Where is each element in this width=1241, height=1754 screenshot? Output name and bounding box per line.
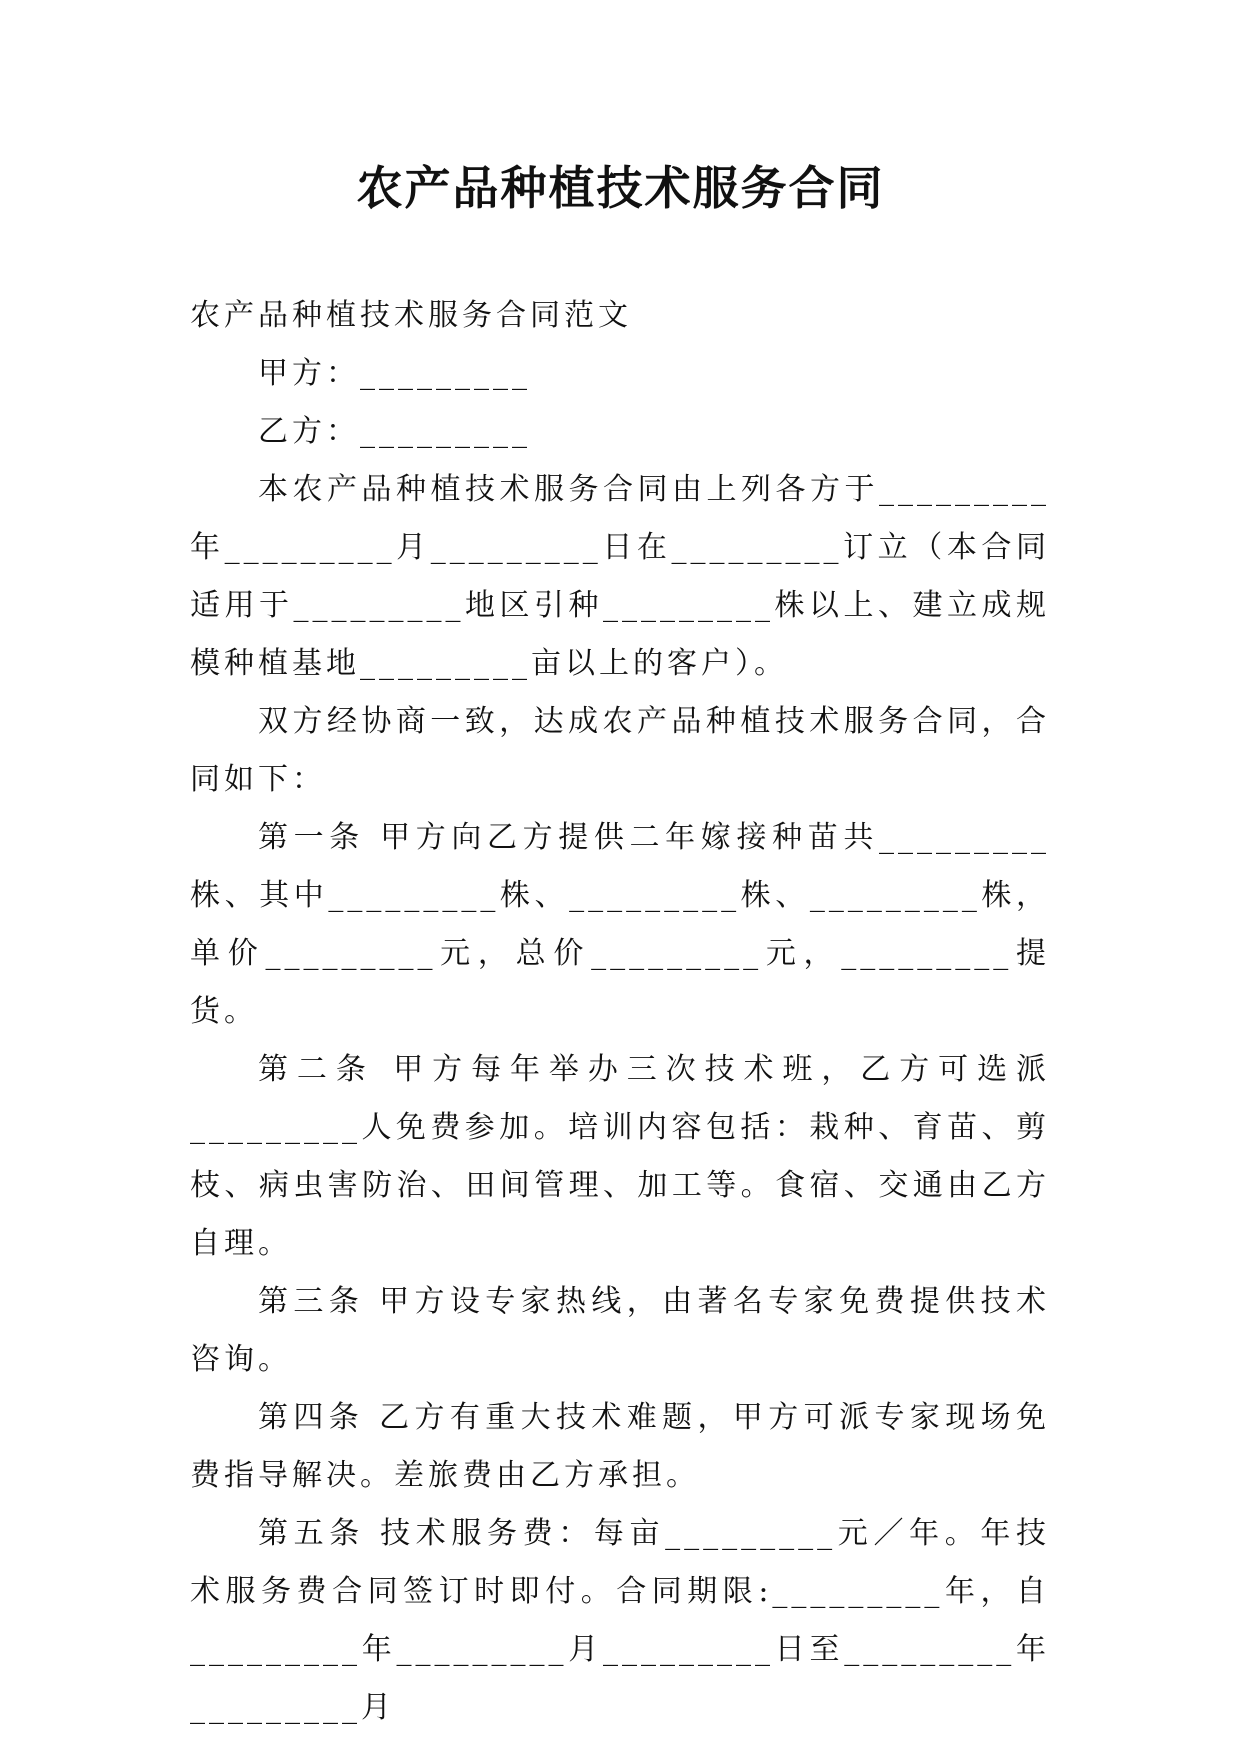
article-3-paragraph: 第三条 甲方设专家热线，由著名专家免费提供技术咨询。 xyxy=(190,1284,1050,1377)
party-a-line: 甲方：_________ xyxy=(258,356,531,391)
article-2-paragraph: 第二条 甲方每年举办三次技术班，乙方可选派_________人免费参加。培训内容包括：栽种、育苗、剪枝、病虫害防治、田间管理、加工等。食宿、交通由乙方自理。 xyxy=(190,1052,1050,1261)
agreement-paragraph: 双方经协商一致，达成农产品种植技术服务合同，合同如下： xyxy=(190,704,1050,797)
article-4-paragraph: 第四条 乙方有重大技术难题，甲方可派专家现场免费指导解决。差旅费由乙方承担。 xyxy=(190,1400,1050,1493)
article-5-paragraph: 第五条 技术服务费：每亩_________元／年。年技术服务费合同签订时即付。合同期限:_________年，自_________年_________月_________日至_________年_________月 xyxy=(190,1516,1050,1725)
article-1-paragraph: 第一条 甲方向乙方提供二年嫁接种苗共_________株、其中_________株、_________株、_________株，单价_________元，总价_________元，_________提货。 xyxy=(190,820,1050,1029)
document-title: 农产品种植技术服务合同 xyxy=(356,161,885,215)
contract-intro-paragraph: 本农产品种植技术服务合同由上列各方于_________年_________月_________日在_________订立（本合同适用于_________地区引种_________株以上、建立成规模种植基地_________亩以上的客户）。 xyxy=(190,472,1050,681)
party-b-line: 乙方：_________ xyxy=(258,414,531,449)
document-subtitle: 农产品种植技术服务合同范文 xyxy=(190,298,632,333)
document-body xyxy=(190,287,1050,1737)
